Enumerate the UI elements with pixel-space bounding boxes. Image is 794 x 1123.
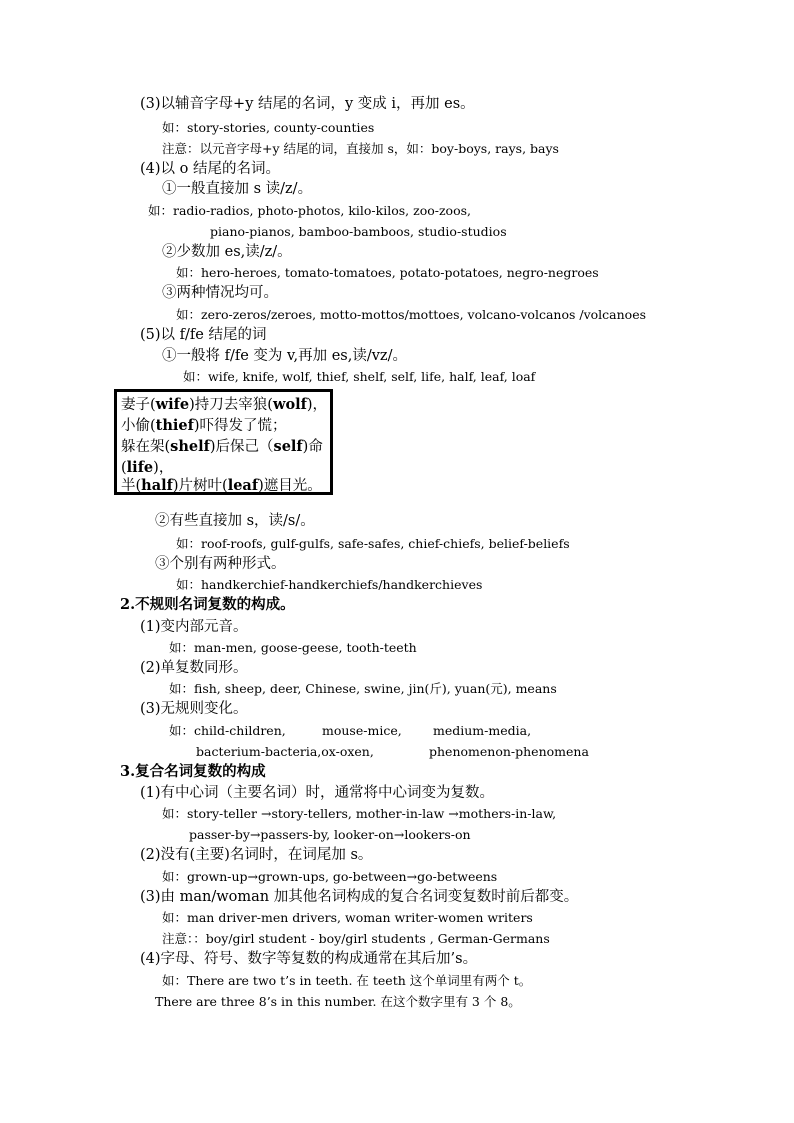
rule-heading: (1)有中心词（主要名词）时，通常将中心词变为复数。: [140, 785, 495, 801]
mnemonic-line: 妻子(wife)持刀去宰狼(wolf)，: [121, 396, 328, 413]
example-line: 如：man-men, goose-geese, tooth-teeth: [169, 640, 417, 655]
example-line: 如：man driver-men drivers, woman writer-women writers: [162, 910, 533, 925]
example-line: 如：story-stories, county-counties: [162, 120, 375, 135]
rule-heading: (3)由 man/woman 加其他名词构成的复合名词变复数时前后都变。: [140, 889, 579, 905]
note-line: 注意：：boy/girl student - boy/girl students , German-Germans: [162, 931, 550, 946]
example-line: 如：wife, knife, wolf, thief, shelf, self, life, half, leaf, loaf: [183, 369, 536, 384]
example-line: 如：radio-radios, photo-photos, kilo-kilos, zoo-zoos,: [148, 203, 471, 218]
example-line: phenomenon-phenomena: [429, 744, 589, 759]
rule-3-heading: (3)以辅音字母+y 结尾的名词，y 变成 i，再加 es。: [140, 96, 475, 112]
rule-heading: (4)字母、符号、数字等复数的构成通常在其后加’s。: [140, 951, 478, 967]
sub-rule: ③两种情况均可。: [162, 285, 278, 301]
example-line: 如：hero-heroes, tomato-tomatoes, potato-potatoes, negro-negroes: [176, 265, 599, 280]
rule-5-heading: (5)以 f/fe 结尾的词: [140, 327, 267, 343]
example-line: bacterium-bacteria,ox-oxen,: [196, 744, 374, 759]
example-line: There are three 8’s in this number. 在这个数字里有 3 个 8。: [155, 994, 521, 1009]
rule-4-heading: (4)以 o 结尾的名词。: [140, 161, 280, 177]
example-line: passer-by→passers-by, looker-on→lookers-on: [189, 827, 471, 842]
mnemonic-line: 小偷(thief)吓得发了慌；: [121, 417, 287, 434]
note-line: 注意：以元音字母+y 结尾的词，直接加 s，如：boy-boys, rays, bays: [162, 141, 559, 156]
mnemonic-line: (life)，: [121, 459, 174, 476]
example-line: mouse-mice,: [322, 723, 402, 738]
sub-rule: ③个别有两种形式。: [155, 556, 286, 572]
example-line: 如：child-children,: [169, 723, 286, 738]
mnemonic-box: [114, 389, 333, 495]
sub-rule: ②有些直接加 s，读/s/。: [155, 513, 315, 529]
sub-rule: ①一般将 f/fe 变为 v,再加 es,读/vz/。: [162, 348, 407, 364]
example-line: 如：fish, sheep, deer, Chinese, swine, jin(斤), yuan(元), means: [169, 681, 557, 696]
example-line: 如：roof-roofs, gulf-gulfs, safe-safes, chief-chiefs, belief-beliefs: [176, 536, 570, 551]
example-line: 如：There are two t’s in teeth. 在 teeth 这个单词里有两个 t。: [162, 973, 532, 988]
rule-heading: (1)变内部元音。: [140, 619, 248, 635]
example-line: 如：story-teller →story-tellers, mother-in-law →mothers-in-law,: [162, 806, 557, 821]
sub-rule: ①一般直接加 s 读/z/。: [162, 181, 313, 197]
rule-heading: (2)单复数同形。: [140, 660, 248, 676]
example-line: medium-media,: [433, 723, 532, 738]
rule-heading: (2)没有(主要)名词时，在词尾加 s。: [140, 847, 373, 863]
rule-heading: (3)无规则变化。: [140, 701, 248, 717]
example-line: piano-pianos, bamboo-bamboos, studio-studios: [210, 224, 507, 239]
sub-rule: ②少数加 es,读/z/。: [162, 244, 292, 260]
section-3-heading: 3.复合名词复数的构成: [120, 763, 266, 780]
mnemonic-line: 半(half)片树叶(leaf)遮目光。: [121, 477, 322, 494]
example-line: 如：zero-zeros/zeroes, motto-mottos/mottoes, volcano-volcanos /volcanoes: [176, 307, 647, 322]
section-2-heading: 2.不规则名词复数的构成。: [120, 596, 295, 613]
example-line: 如：handkerchief-handkerchiefs/handkerchieves: [176, 577, 483, 592]
mnemonic-line: 躲在架(shelf)后保己（self)命: [121, 438, 323, 455]
example-line: 如：grown-up→grown-ups, go-between→go-betweens: [162, 869, 498, 884]
